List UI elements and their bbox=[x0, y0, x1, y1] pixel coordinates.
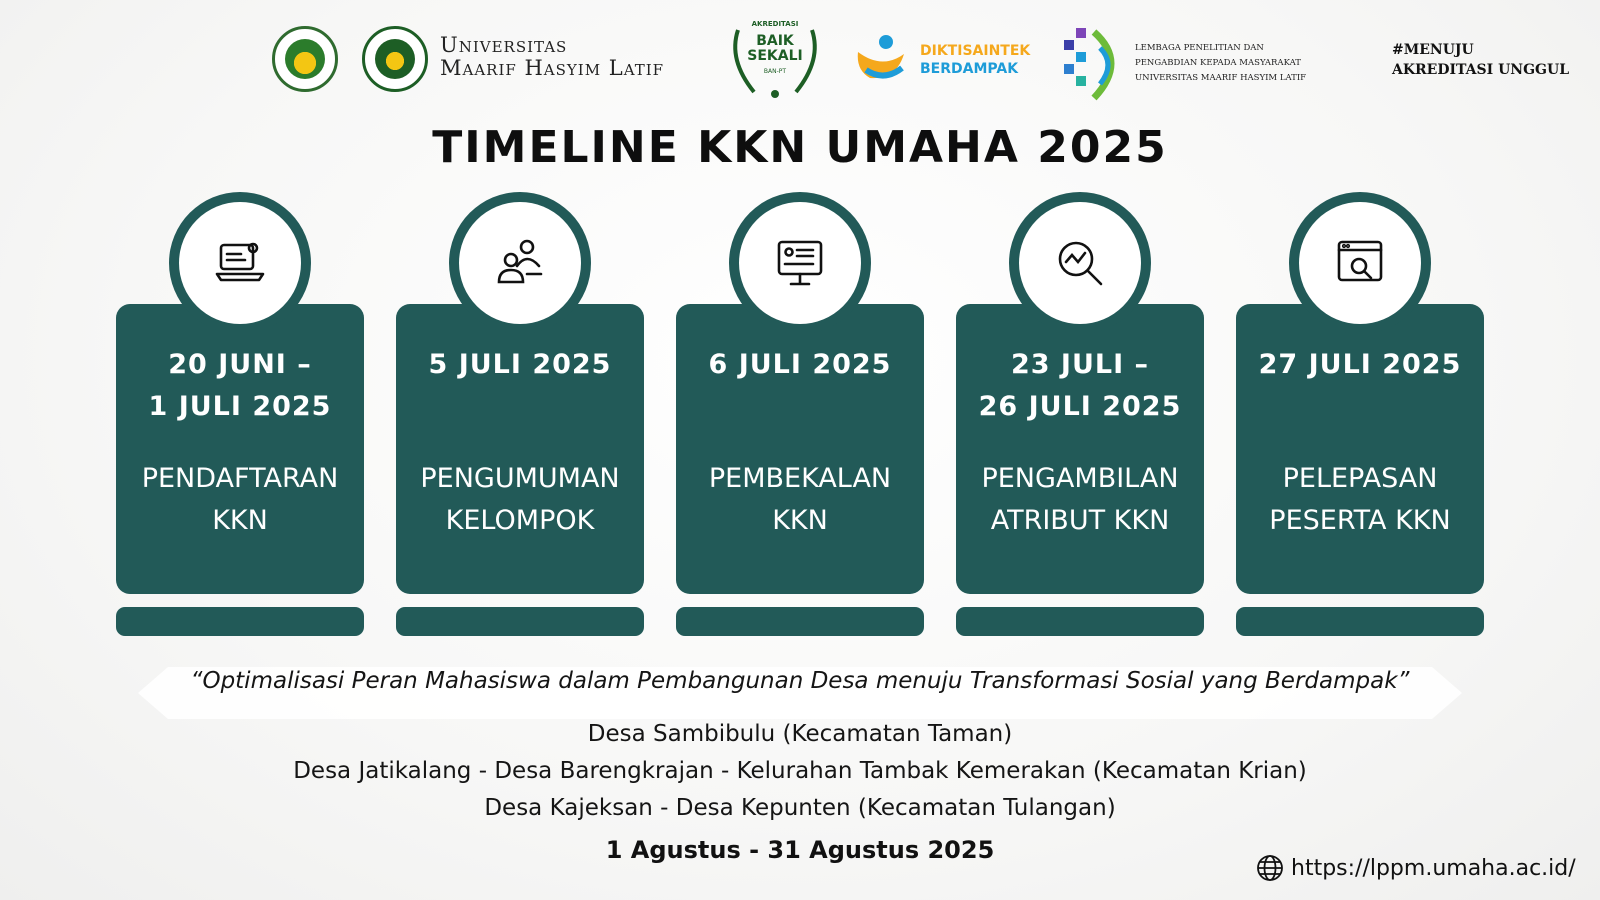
accreditation-tagline: #MENUJU AKREDITASI UNGGUL bbox=[1392, 42, 1570, 78]
card-label: PEMBEKALAN KKN bbox=[708, 463, 892, 536]
dikti-wordmark: DIKTISAINTEK BERDAMPAK bbox=[920, 43, 1031, 77]
card-label: PELEPASAN PESERTA KKN bbox=[1269, 463, 1451, 536]
page-title: TIMELINE KKN UMAHA 2025 bbox=[432, 122, 1168, 173]
lppm-name: LEMBAGA PENELITIAN DAN PENGABDIAN KEPADA MASYARAKAT UNIVERSITAS MAARIF HASYIM LATIF bbox=[1135, 43, 1307, 83]
website-url[interactable]: https://lppm.umaha.ac.id/ bbox=[1291, 855, 1576, 881]
accreditation-badge: AKREDITASI BAIK SEKALI BAN-PT bbox=[724, 20, 826, 102]
search-analytics-icon bbox=[1019, 202, 1141, 324]
globe-icon bbox=[1255, 853, 1285, 883]
card-base-bar bbox=[676, 607, 924, 636]
card-base-bar bbox=[116, 607, 364, 636]
location-list bbox=[0, 716, 1600, 827]
location-line: Desa Kajeksan - Desa Kepunten (Kecamatan Tulangan) bbox=[484, 795, 1116, 821]
card-date: 6 JULI 2025 bbox=[708, 349, 892, 380]
website-link[interactable] bbox=[1255, 853, 1576, 883]
card-date: 5 JULI 2025 bbox=[428, 349, 612, 380]
card-label: PENGUMUMAN KELOMPOK bbox=[420, 463, 620, 536]
timeline-card-announcement bbox=[396, 192, 644, 637]
card-base-bar bbox=[1236, 607, 1484, 636]
presentation-screen-icon bbox=[739, 202, 861, 324]
timeline-card-registration bbox=[116, 192, 364, 637]
theme-quote: “Optimalisasi Peran Mahasiswa dalam Pembangunan Desa menuju Transformasi Sosial yang Berdampak” bbox=[190, 668, 1410, 694]
card-date: 20 JUNI – 1 JULI 2025 bbox=[148, 349, 332, 422]
regency-logo bbox=[272, 26, 338, 92]
card-label: PENGAMBILAN ATRIBUT KKN bbox=[981, 463, 1179, 536]
timeline-card-attribute-pickup bbox=[956, 192, 1204, 637]
header bbox=[0, 18, 1600, 108]
group-people-icon bbox=[459, 202, 581, 324]
laptop-profile-icon bbox=[179, 202, 301, 324]
lppm-logo-icon bbox=[1060, 22, 1132, 104]
university-name: Universitas Maarif Hasyim Latif bbox=[440, 33, 665, 80]
kkn-period: 1 Agustus - 31 Agustus 2025 bbox=[605, 836, 995, 864]
timeline-card-briefing bbox=[676, 192, 924, 637]
university-seal-logo bbox=[362, 26, 428, 92]
card-label: PENDAFTARAN KKN bbox=[141, 463, 339, 536]
location-line: Desa Jatikalang - Desa Barengkrajan - Kelurahan Tambak Kemerakan (Kecamatan Krian) bbox=[293, 758, 1307, 784]
card-date: 27 JULI 2025 bbox=[1258, 349, 1462, 380]
card-base-bar bbox=[396, 607, 644, 636]
card-base-bar bbox=[956, 607, 1204, 636]
location-line: Desa Sambibulu (Kecamatan Taman) bbox=[587, 721, 1013, 747]
dikti-logo-icon bbox=[852, 30, 910, 88]
web-search-icon bbox=[1299, 202, 1421, 324]
timeline-card-release bbox=[1236, 192, 1484, 637]
card-date: 23 JULI – 26 JULI 2025 bbox=[978, 349, 1182, 422]
